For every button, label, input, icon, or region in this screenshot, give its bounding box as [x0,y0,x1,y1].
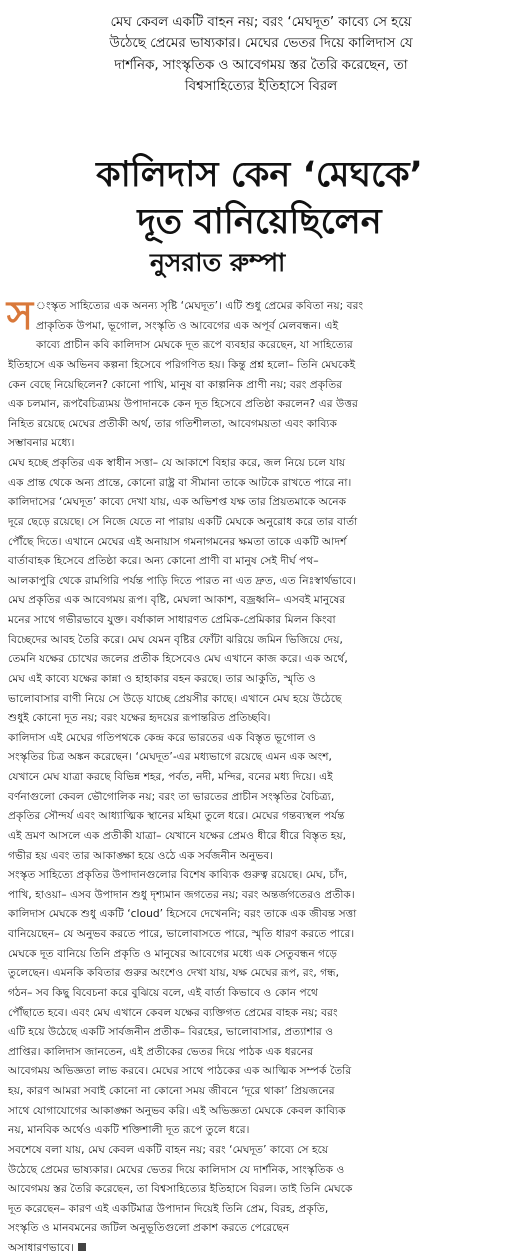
body-line: হয়, কারণ আমরা সবাই কোনো না কোনো সময় জীবনে ‘দূরে থাকা’ প্রিয়জনের [8,1084,335,1097]
body-line: প্রাপ্তির। কালিদাস জানতেন, এই প্রতীকের ভেতর দিয়ে পাঠক এক ধরনের [8,1044,314,1058]
end-mark-icon [78,1243,86,1251]
body-line: তেমনি যক্ষের চোখের জলের প্রতীক হিসেবেও মেঘ এখানে কাজ করে। এক অর্থে, [8,652,348,666]
body-line: মেঘকে দূত বানিয়ে তিনি প্রকৃতি ও মানুষের আবেগের মধ্যে এক সেতুবন্ধন গড়ে [8,946,338,960]
body-line: দূরে ছেড়ে রয়েছে। সে নিজে যেতে না পারায় একটি মেঘকে অনুরোধ করে তার বার্তা [8,514,358,528]
standfirst-line: দার্শনিক, সাংস্কৃতিক ও আবেগময় স্তর তৈরি করেছেন, তা [114,57,408,73]
body-line: সংস্কৃতি ও মানবমনের জটিল অনুভূতিগুলো প্রকাশ করতে পেরেছেন [8,1221,290,1235]
body-line: সংস্কৃতির চিত্র অঙ্কন করেছেন। ‘মেঘদূত’-এর মধ্যভাগে রয়েছে এমন এক অংশ, [8,750,332,764]
body-line: কালিদাসের ‘মেঘদূত’ কাব্যে দেখা যায়, এক অভিশপ্ত যক্ষ তার প্রিয়তমাকে অনেক [8,495,347,509]
body-line: এই ভ্রমণ আসলে এক প্রতীকী যাত্রা– যেখানে যক্ষের প্রেমও ধীরে ধীরে বিস্তৃত হয়, [8,828,347,842]
body-line: মেঘ প্রকৃতির এক আবেগময় রূপ। বৃষ্টি, মেঘলা আকাশ, বজ্রধ্বনি– এসবই মানুষের [8,593,346,607]
body-line: বিচ্ছেদের আবহ তৈরি করে। মেঘ যেমন বৃষ্টির ফোঁটা ঝরিয়ে জমিন ভিজিয়ে দেয়, [8,632,343,646]
body-line: বানিয়েছেন– যে অনুভব করতে পারে, ভালোবাসতে পারে, স্মৃতি ধারণ করতে পারে। [8,927,355,940]
body-line: বার্তাবাহক হিসেবে প্রতিষ্ঠা করে। অন্য কোনো প্রাণী বা মানুষ সেই দীর্ঘ পথ– [8,554,319,568]
body-line: মেঘ হচ্ছে প্রকৃতির এক স্বাধীন সত্তা– যে আকাশে বিহার করে, জল নিয়ে চলে যায় [8,456,346,469]
body-line: মেঘ এই কাব্যে যক্ষের কান্না ও হাহাকার বহন করছে। তার আকুতি, স্মৃতি ও [8,671,316,685]
headline-line: কালিদাস কেন ‘মেঘকে’ [96,155,423,195]
body-line: সম্ভাবনার মধ্যে। [8,436,75,450]
body-line: আলকাপুরি থেকে রামগিরি পর্যন্ত পাড়ি দিতে পারত না এত দ্রুত, এত নিঃস্বার্থভাবে। [8,573,356,587]
body-line: কাব্যে প্রাচীন কবি কালিদাস মেঘকে দূত রূপে ব্যবহার করেছেন, যা সাহিত্যের [36,338,353,352]
body-line: আবেগময় স্তর তৈরি করেছেন, তা বিশ্বসাহিত্যের ইতিহাসে বিরল। তাই তিনি মেঘকে [8,1182,353,1196]
headline-line: দূত বানিয়েছিলেন [137,202,382,242]
body-line: মনের সাথে গভীরভাবে যুক্ত। বর্ষাকাল সাধারণত প্রেমিক-প্রেমিকার মিলন কিংবা [8,613,336,626]
body-line: কেন বেছে নিয়েছিলেন? কোনো পাখি, মানুষ বা কাল্পনিক প্রাণী নয়; বরং প্রকৃতির [8,377,343,391]
body-line: আবেগময় অভিজ্ঞতা লাভ করবে। মেঘের সাথে পাঠকের এক আত্মিক সম্পর্ক তৈরি [8,1064,352,1078]
body-line: ইতিহাসে এক অভিনব কল্পনা হিসেবে পরিগণিত হয়। কিন্তু প্রশ্ন হলো– তিনি মেঘকেই [8,357,356,371]
body-line: শুধুই কোনো দূত নয়; বরং যক্ষের হৃদয়ের রূপান্তরিত প্রতিচ্ছবি। [8,711,271,725]
body-line: দূত করেছেন– কারণ এই একটিমাত্র উপাদান দিয়েই তিনি প্রেম, বিরহ, প্রকৃতি, [8,1201,329,1215]
body-line: সংস্কৃত সাহিত্যে প্রকৃতির উপাদানগুলোর বিশেষ কাব্যিক গুরুত্ব রয়েছে। মেঘ, চাঁদ, [8,868,348,882]
body-line: তুলেছেন। এমনকি কবিতার গুরুর অংশেও দেখা যায়, যক্ষ মেঘের রূপ, রং, গন্ধ, [8,966,340,980]
body-line: নয়, মানবিক অর্থেও একটি শক্তিশালী দূত রূপে তুলে ধরে। [8,1123,250,1137]
body-line: উঠেছে প্রেমের ভাষ্যকার। মেঘের ভেতর দিয়ে কালিদাস যে দার্শনিক, সাংস্কৃতিক ও [8,1162,345,1176]
body-line: বর্ণনাগুলো কেবল ভৌগোলিক নয়; বরং তা ভারতের প্রাচীন সংস্কৃতির বৈচিত্র্য, [8,789,335,803]
body-line: নিহিত রয়েছে মেঘের প্রতীকী অর্থ, তার গতিশীলতা, আবেগময়তা এবং কাব্যিক [8,416,337,430]
body-line: প্রকৃতির সৌন্দর্য এবং আধ্যাত্মিক স্থানের মহিমা তুলে ধরে। মেঘের গন্তব্যস্থল পর্যন্ত [8,809,345,823]
standfirst-line: বিশ্বসাহিত্যের ইতিহাসে বিরল [184,78,338,94]
body-line: পৌঁছাতে হবে। এবং মেঘ এখানে কেবল যক্ষের ব্যক্তিগত প্রেমের বাহক নয়; বরং [8,1005,338,1019]
headline [0,152,519,246]
drop-cap: স [6,293,34,339]
standfirst [26,12,496,97]
body-line: ভালোবাসার বাণী নিয়ে সে উড়ে যাচ্ছে প্রেয়সীর কাছে। এখানে মেঘ হয়ে উঠেছে [8,691,342,705]
body-line: গভীর হয় এবং তার আকাঙ্ক্ষা হয়ে ওঠে এক সর্বজনীন অনুভব। [8,848,274,862]
body-line: কালিদাস মেঘকে শুধু একটি ‘cloud’ হিসেবে দেখেননি; বরং তাকে এক জীবন্ত সত্তা [8,907,357,921]
standfirst-line: মেঘ কেবল একটি বাহন নয়; বরং ‘মেঘদূত’ কাব্যে সে হয়ে [110,15,412,30]
body-line: এটি হয়ে উঠেছে একটি সার্বজনীন প্রতীক– বিরহের, ভালোবাসার, প্রত্যাশার ও [8,1025,334,1039]
article-body [6,293,513,1258]
body-line: এক চলমান, রূপবৈচিত্র্যময় উপাদানকে কেন দূত হিসেবে প্রতিষ্ঠা করলেন? এর উত্তর [8,397,358,411]
body-line: সাথে যোগাযোগের আকাঙ্ক্ষা অনুভব করি। এই অভিজ্ঞতা মেঘকে কেবল কাব্যিক [8,1103,346,1117]
body-line: অসাধারণভাবে। [8,1238,513,1258]
body-line: যেখানে মেঘ যাত্রা করছে বিভিন্ন শহর, পর্বত, নদী, মন্দির, বনের মধ্য দিয়ে। এই [8,770,333,783]
body-line: পৌঁছে দিতে। এখানে মেঘের এই অনায়াস গমনাগমনের ক্ষমতা তাকে একটি আদর্শ [8,534,347,548]
body-line: এক প্রান্ত থেকে অন্য প্রান্তে, কোনো রাষ্ট্র বা সীমানা তাকে আটকে রাখতে পারে না। [8,475,352,489]
body-line: সবশেষে বলা যায়, মেঘ কেবল একটি বাহন নয়; বরং ‘মেঘদূত’ কাব্যে সে হয়ে [8,1142,329,1156]
body-line: প্রাকৃতিক উপমা, ভূগোল, সংস্কৃতি ও আবেগের এক অপূর্ব মেলবন্ধন। এই [36,318,339,332]
body-line: ংস্কৃত সাহিত্যের এক অনন্য সৃষ্টি ‘মেঘদূত’। এটি শুধু প্রেমের কবিতা নয়; বরং [36,299,364,312]
body-line: গঠন– সব কিছু বিবেচনা করে বুঝিয়ে বলে, এই বার্তা কিভাবে ও কোন পথে [8,985,318,999]
standfirst-line: উঠেছে প্রেমের ভাষ্যকার। মেঘের ভেতর দিয়ে কালিদাস যে [109,36,413,52]
body-line: পাখি, হাওয়া– এসব উপাদান শুধু দৃশ্যমান জগতের নয়; বরং অন্তর্জগতেরও প্রতীক। [8,887,355,901]
author-byline: নুসরাত রুম্পা [150,248,286,277]
body-line: কালিদাস এই মেঘের গতিপথকে কেন্দ্র করে ভারতের এক বিস্তৃত ভূগোল ও [8,730,316,744]
